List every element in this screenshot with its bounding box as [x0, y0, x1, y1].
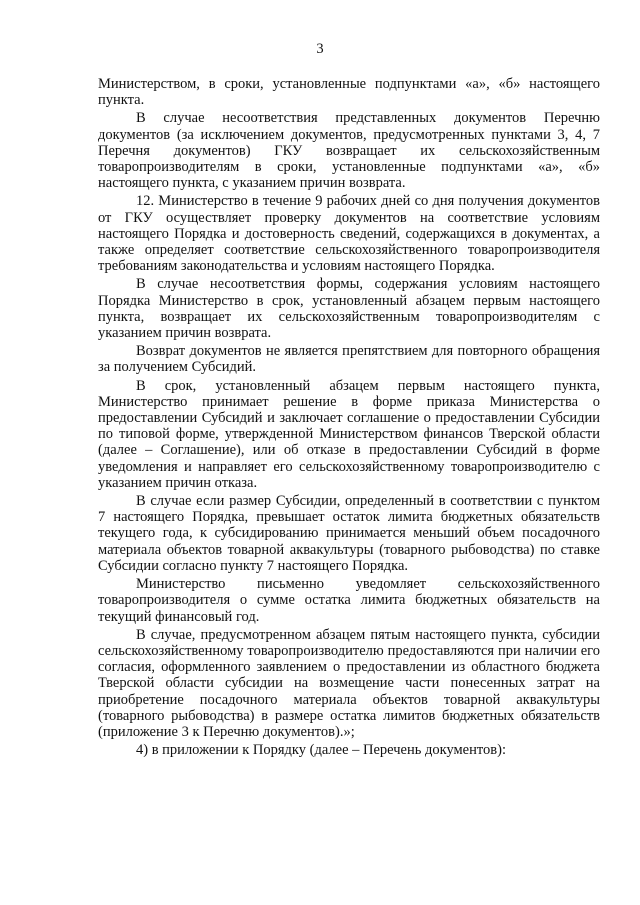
paragraph: В случае если размер Субсидии, определенный в соответствии с пунктом 7 настоящего Порядка, превышает остаток лимита бюджетных обязательств текущего года, к субсидированию принимается меньший объем посадочного материала объектов товарной аквакультуры (товарного рыбоводства) по ставке Субсидии согласно пункту 7 настоящего Порядка. [98, 493, 600, 574]
paragraph: Министерство письменно уведомляет сельскохозяйственного товаропроизводителя о сумме остатка лимита бюджетных обязательств на текущий финансовый год. [98, 576, 600, 625]
paragraph: В случае несоответствия формы, содержания условиям настоящего Порядка Министерство в срок, установленный абзацем первым настоящего пункта, возвращает их сельскохозяйственным товаропроизводителям с указанием причин возврата. [98, 276, 600, 342]
paragraph: В случае несоответствия представленных документов Перечню документов (за исключением документов, предусмотренных пунктами 3, 4, 7 Перечня документов) ГКУ возвращает их сельскохозяйственным товаропроизводителям в сроки, установленные подпунктами «а», «б» настоящего пункта, с указанием причин возврата. [98, 110, 600, 192]
paragraph: 12. Министерство в течение 9 рабочих дней со дня получения документов от ГКУ осуществляет проверку документов на соответствие условиям настоящего Порядка и достоверность сведений, содержащихся в документах, а также определяет соответствие сельскохозяйственного товаропроизводителя требованиям законодательства и условиям настоящего Порядка. [98, 193, 600, 275]
paragraph: В случае, предусмотренном абзацем пятым настоящего пункта, субсидии сельскохозяйственному товаропроизводителю предоставляются при наличии его согласия, оформленного заявлением о предоставлении из областного бюджета Тверской области субсидии на возмещение части понесенных затрат на приобретение посадочного материала объектов товарной аквакультуры (товарного рыбоводства) в размере остатка лимитов бюджетных обязательств (приложение 3 к Перечню документов).»; [98, 626, 600, 740]
paragraph: Возврат документов не является препятствием для повторного обращения за получением Субсидий. [98, 343, 600, 376]
paragraph: В срок, установленный абзацем первым настоящего пункта, Министерство принимает решение в форме приказа Министерства о предоставлении Субсидий и заключает соглашение о предоставлении Субсидии по типовой форме, утвержденной Министерством финансов Тверской области (далее – Соглашение), или об отказе в предоставлении Субсидий в форме уведомления и направляет его сельскохозяйственному товаропроизводителю с указанием причин отказа. [98, 377, 600, 491]
paragraph: 4) в приложении к Порядку (далее – Перечень документов): [136, 742, 506, 759]
document-body [98, 76, 600, 760]
paragraph: Министерством, в сроки, установленные подпунктами «а», «б» настоящего пункта. [98, 76, 600, 109]
page-number: 3 [316, 41, 324, 57]
